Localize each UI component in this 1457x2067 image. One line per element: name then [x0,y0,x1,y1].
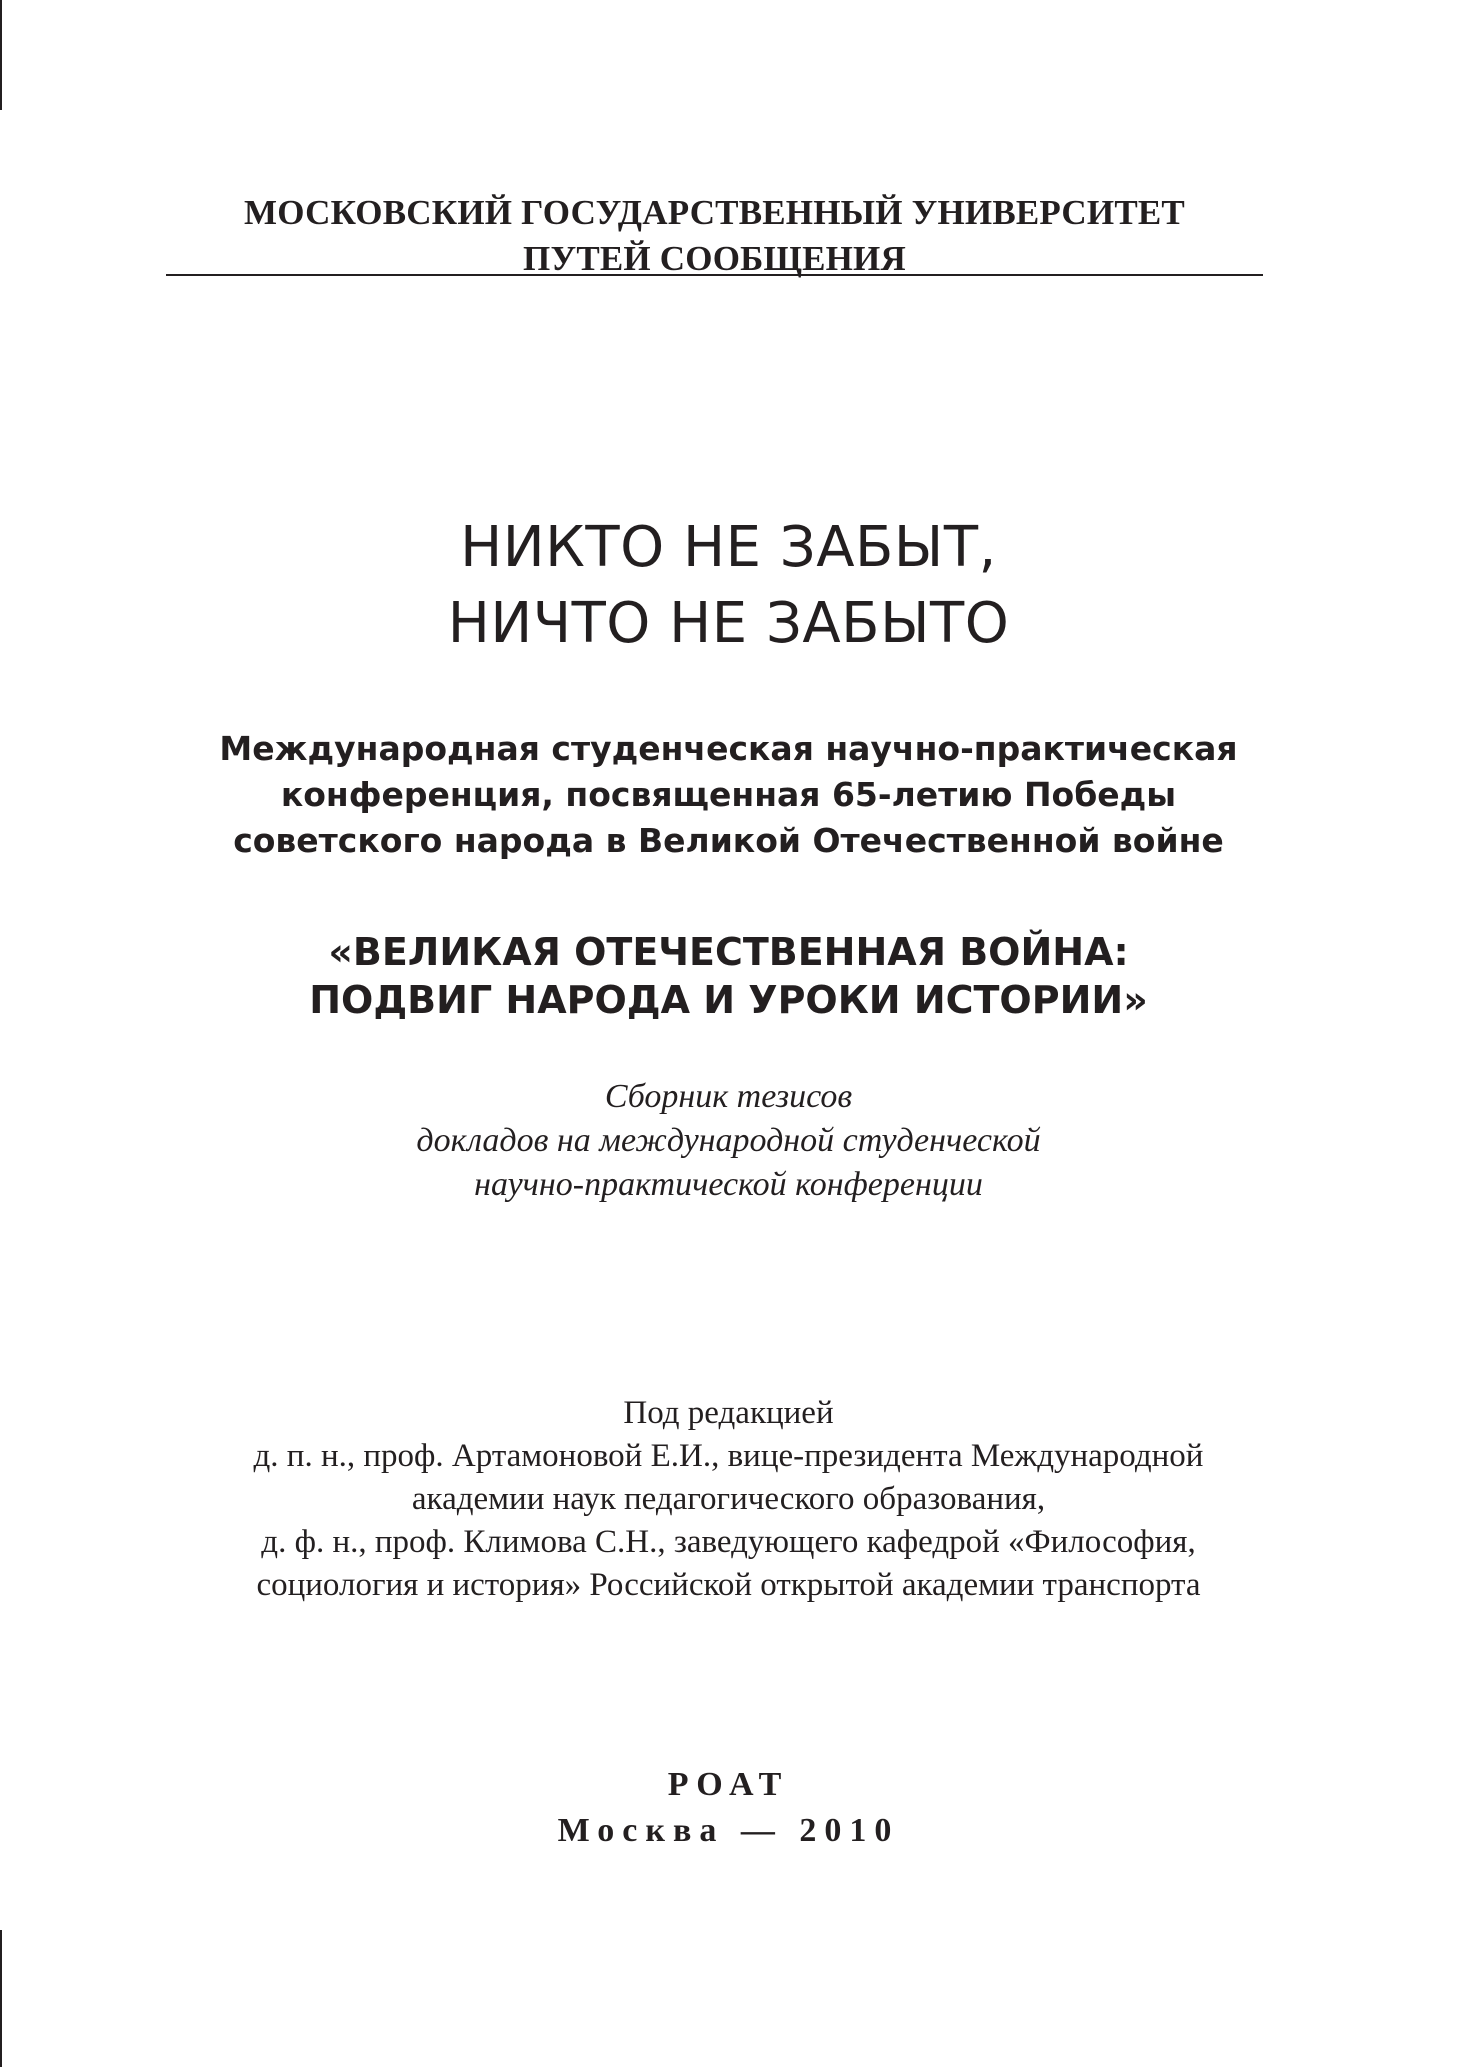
editors-line2: д. п. н., проф. Артамоновой Е.И., вице-президента Международной [253,1438,1204,1474]
book-title-line2: НИЧТО НЕ ЗАБЫТО [447,591,1010,656]
publisher-name: РОАТ [667,1766,790,1803]
university-name-line2: ПУТЕЙ СООБЩЕНИЯ [523,239,906,278]
editors-block [0,1392,1457,1607]
book-title [0,510,1457,662]
crop-mark-top [0,0,2,110]
collection-line1: Сборник тезисов [604,1078,853,1115]
collection-line3: научно-практической конференции [474,1166,983,1203]
collection-line2: докладов на международной студенческой [416,1122,1041,1159]
header-divider [166,274,1263,276]
conference-title-line2: ПОДВИГ НАРОДА И УРОКИ ИСТОРИИ» [309,978,1148,1022]
conference-description-line3: советского народа в Великой Отечественной войне [233,821,1224,860]
conference-description-line2: конференция, посвященная 65-летию Победы [280,775,1177,814]
collection-description [0,1075,1457,1207]
editors-line5: социология и история» Российской открытой академии транспорта [256,1567,1201,1603]
university-header [166,190,1263,282]
conference-description-line1: Международная студенческая научно-практическая [219,729,1238,768]
publisher-place-year: Москва — 2010 [557,1812,900,1849]
editors-line3: академии наук педагогического образования, [411,1481,1046,1517]
crop-mark-bottom [0,1930,2,2067]
book-title-line1: НИКТО НЕ ЗАБЫТ, [460,515,997,580]
editors-line4: д. ф. н., проф. Климова С.Н., заведующего кафедрой «Философия, [261,1524,1196,1560]
conference-title [0,928,1457,1024]
editors-line1: Под редакцией [623,1395,834,1431]
conference-title-line1: «ВЕЛИКАЯ ОТЕЧЕСТВЕННАЯ ВОЙНА: [328,930,1129,974]
publisher-block [0,1762,1457,1854]
university-name-line1: МОСКОВСКИЙ ГОСУДАРСТВЕННЫЙ УНИВЕРСИТЕТ [244,193,1185,232]
conference-description [0,726,1457,864]
